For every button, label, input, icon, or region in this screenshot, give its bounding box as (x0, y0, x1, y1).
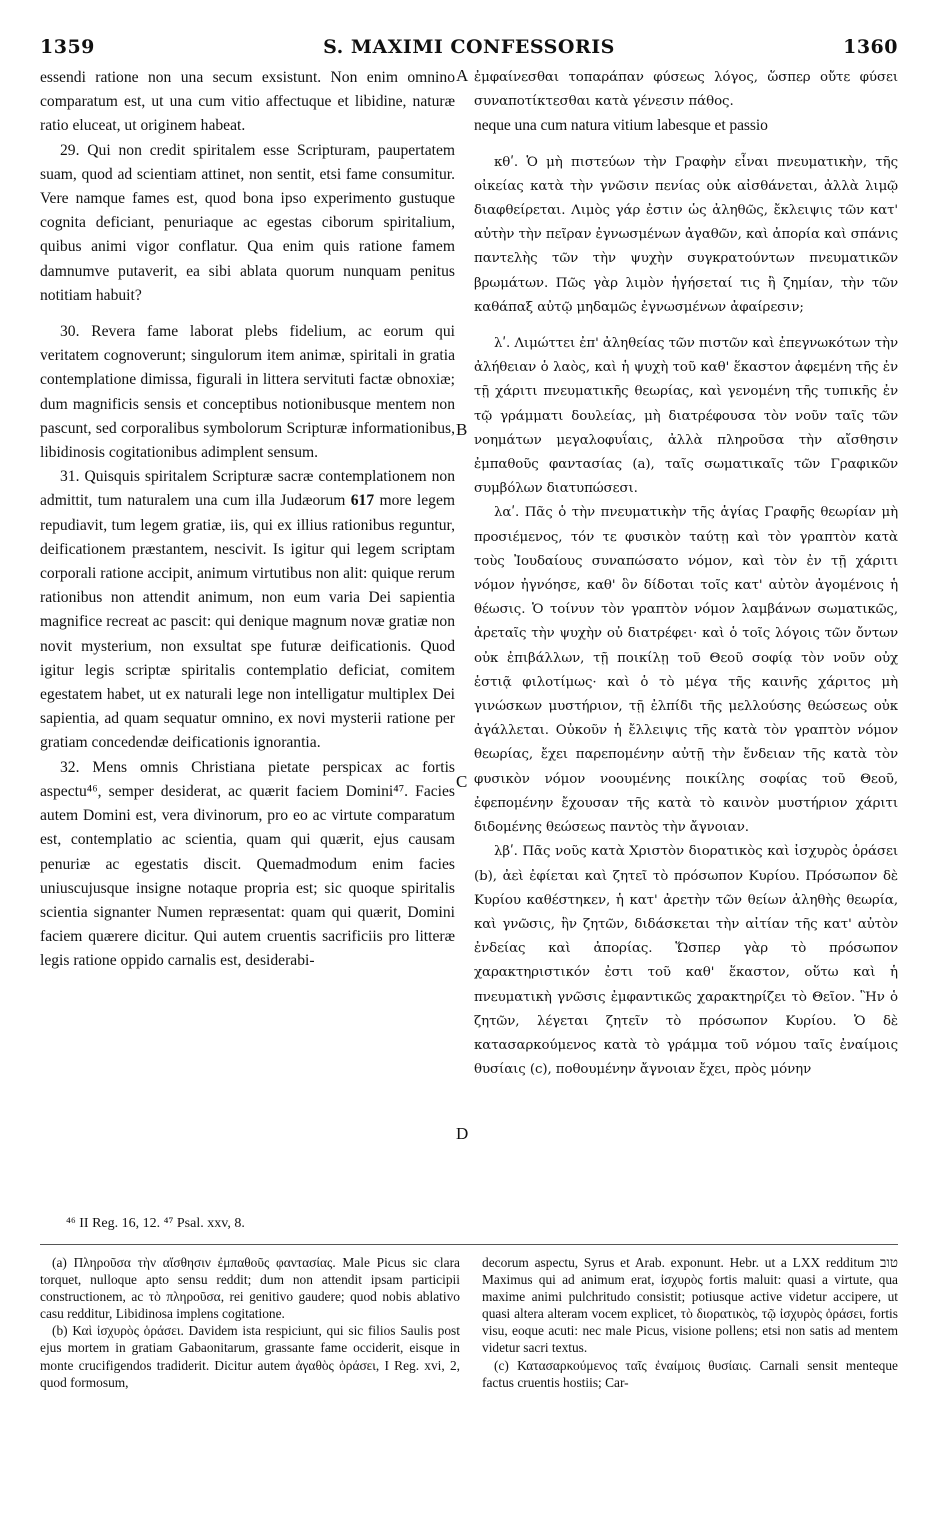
margin-letter-b: B (456, 420, 468, 439)
footnotes-left (40, 1254, 460, 1391)
latin-chapter-31-rest: more legem repudiavit, tum legem gratiæ, iis, qui ex illius rationibus reguntur, deificationem præstantem, nescivit. Is igitur qui legem scriptam corporali ratione accipit, animum virtutibus non alit: quique rerum rationibus non attendit animum, non eum varia Dei sapientia magnifice recreat ac pascit: qui denique magnum novæ gratiæ non novit mysterium, non exsultat spe futuræ deificationis. Quod igitur legis scriptæ spiritalis contemplatio deficiat, comitem egestatem habet, ut ex naturali lege non intelligatur multiplex Dei sapientia, ad quam sequatur omnino, ex novi mysterii ratione per gratiam concedendæ deificationis ignorantia. (40, 492, 455, 752)
footnote-divider (40, 1244, 898, 1245)
latin-chapter-29: 29. Qui non credit spiritalem esse Scripturam, paupertatem suam, quod ad scientiam attinet, non sentit, etsi fame consumitur. Vere namque fames est, quod bona ipso experimento gustuque cognita deficiant, penuriaque ac egestas ciborum spiritalium, quibus animi vigor conflatur. Qua enim quis ratione famem damnumve putaverit, ea sibi ablata quorum nunquam penitus notitiam habuit? (40, 141, 455, 304)
footnotes-right (482, 1254, 898, 1391)
footnote-b: (b) Καὶ ἰσχυρὸς ὁράσει. Davidem ista respiciunt, qui sic filios Saulis post ejus mortem in gratiam Gabaonitarum, grassante fame occiderit, eisque in monte crucifigendos tradiderit. Dicitur autem ἀγαθὸς ὁράσει, I Reg. xvi, 2, quod formosum, (40, 1323, 460, 1390)
footnote-a: (a) Πληροῦσα τὴν αἴσθησιν ἐμπαθοῦς φαντασίας. Male Picus sic clara torquet, nulloque apto sensu reddit; dum non attendit ipsam participii constructionem, ac τὸ πληροῦσα, rei genitivo gaudere; quod nobis ablativo casu redditur, Libidinosa implens cogitatione. (40, 1255, 460, 1322)
margin-letter-a: A (456, 66, 469, 85)
scripture-references: ⁴⁶ II Reg. 16, 12. ⁴⁷ Psal. xxv, 8. (66, 1216, 245, 1231)
greek-chapter-31: λαʹ. Πᾶς ὁ τὴν πνευματικὴν τῆς ἁγίας Γραφῆς θεωρίαν μὴ προσιέμενος, τόν τε φυσικὸν ταύτῃ καὶ τὸν γραπτὸν κατὰ τοὺς Ἰουδαίους συναπώσατο νόμον, καὶ τὸν ἐν τῇ χάριτι νόμον ἠγνόησε, καθ' ὃν δίδοται τοῖς κατ' αὐτὸν ἀγομένοις ἡ θέωσις. Ὁ τοίνυν τὸν γραπτὸν νόμον λαμβάνων σωματικῶς, ἀρεταῖς τὴν ψυχὴν οὐ διατρέφει· καὶ ὁ τοῖς λόγοις τῶν ὄντων οὐκ ἐπιβάλλων, τῇ ποικίλῃ τοῦ Θεοῦ σοφίᾳ τὸν νοῦν οὐχ ἑστιᾷ φιλοτίμως· καὶ ὁ τὸ μέγα τῆς καινῆς χάριτος μὴ γινώσκων μυστήριον, τῇ ἐλπίδι τῆς μελλούσης θεώσεως οὐκ ἀγάλλεται. Οὐκοῦν ἡ ἔλλειψις τῆς κατὰ τὸν γραπτὸν νόμον θεωρίας, ἔχει παρεπομένην αὐτῇ τὴν ἔνδειαν τῆς κατὰ τὸν φυσικὸν νόμον νοουμένης ποικίλης σοφίας τοῦ Θεοῦ, ἐφεπομένην ἔχουσαν τῆς κατὰ τὸ καινὸν μυστήριον χάριτι διδομένης θεώσεως παντὸς τὴν ἄγνοιαν. (474, 505, 898, 836)
footnote-c: (c) Κατασαρκούμενος ταῖς ἐναίμοις θυσίαις. Carnali sensit menteque factus cruentis hostiis; Car- (482, 1357, 898, 1390)
margin-letter-d: D (456, 1124, 469, 1143)
greek-chapter-32: λβʹ. Πᾶς νοῦς κατὰ Χριστὸν διορατικὸς καὶ ἰσχυρὸς ὁράσει (b), ἀεὶ ἐφίεται καὶ ζητεῖ τὸ πρόσωπον Κυρίου. Πρόσωπον δὲ Κυρίου καθέστηκεν, ἡ κατ' ἀρετὴν τῶν θείων ἀληθὴς θεωρία, καὶ γνῶσις, ἣν ζητῶν, διδάσκεται τὴν αἰτίαν τῆς κατ' αὐτὸν ἐνδείας καὶ ἀπορίας. Ὥσπερ γὰρ τὸ πρόσωπον χαρακτηριστικόν ἐστι τοῦ καθ' ἕκαστον, οὕτω καὶ ἡ πνευματικὴ γνῶσις ἐμφαντικῶς χαρακτηρίζει τὸ Θεῖον. Ἣν ὁ ζητῶν, λέγεται ζητεῖν τὸ πρόσωπον Κυρίου. Ὁ δὲ κατασαρκούμενος κατὰ τὸ γράμμα τοῦ νόμου ταῖς ἐναίμοις θυσίαις (c), ποθουμένην ἄγνοιαν ἔχει, πρὸς μόνην (474, 844, 898, 1078)
margin-letter-c: C (456, 772, 468, 791)
latin-paragraph-continuation: essendi ratione non una secum exsistunt. Non enim omnino comparatum est, ut una cum vitio affectuque et libidine, naturæ ratio eluceat, ut originem habeat. (40, 69, 455, 135)
greek-paragraph-continuation: ἐμφαίνεσθαι τοπαράπαν φύσεως λόγος, ὥσπερ οὔτε φύσει συναποτίκτεσθαι κατὰ γένεσιν πάθος. (474, 70, 898, 110)
greek-chapter-30: λʹ. Λιμώττει ἐπ' ἀληθείας τῶν πιστῶν καὶ ἐπεγνωκότων τὴν ἀλήθειαν ὁ λαὸς, καὶ ἡ ψυχὴ τοῦ καθ' ἕκαστον ἀφεμένη τῆς ἐν τῇ χάριτι πνευματικῆς θεωρίας, καὶ γενομένη τῆς τυπικῆς ἐν τῷ γράμματι δουλείας, μὴ διατρέφουσα τὸν νοῦν ταῖς τῶν νοημάτων μεγαλοφυΐαις, ἀλλὰ πληροῦσα τὴν αἴσθησιν ἐμπαθοῦς φαντασίας (a), ταῖς σωματικαῖς τῶν Γραφικῶν συμβόλων διατυπώσεσι. (474, 336, 898, 497)
latin-chapter-31-start: 31. Quisquis spiritalem Scripturæ sacræ contemplationem non admittit, tum naturalem una cum illa Judæorum (40, 468, 455, 510)
running-header (40, 36, 898, 62)
latin-line-in-greek-column: neque una cum natura vitium labesque et passio (474, 117, 768, 135)
latin-chapter-31 (40, 465, 455, 755)
column-number-marker: 617 (350, 492, 375, 510)
latin-chapter-30: 30. Revera fame laborat plebs fidelium, ac eorum qui veritatem cognoverunt; singulorum item animæ, spiritali in gratia contemplatione dimissa, figurali in littera servituti factæ obnoxiæ; dum magnificis sensis et conceptibus notionibusque mentem non pascunt, sed corporalibus symbolorum Scripturæ informationibus, libidinosis cogitationibus adimplent sensum. (40, 323, 455, 462)
footnote-b-continuation: decorum aspectu, Syrus et Arab. exponunt. Hebr. ut a LXX redditum טוב Maximus qui ad animum erat, ἰσχυρὸς fortis maluit: quasi a virtute, qua maxime animi pulchritudo consistit; potiusque active videtur accipere, ut quasi altera alteram vocem explicet, τὸ διορατικὸς, τῷ ἰσχυρὸς ὁράσει, fortis visu, eoque acuti: nec male Picus, visione pollens; etsi non satis ad mentem videtur sacri textus. (482, 1255, 898, 1356)
latin-chapter-32: 32. Mens omnis Christiana pietate perspicax ac fortis aspectu⁴⁶, semper desiderat, ac quærit faciem Domini⁴⁷. Facies autem Domini est, vera divinorum, pro eo ac virtute comparatum est, contemplatio ac scientia, quam qui quærit, ejus causam penuriæ ac egestatis discit. Quemadmodum enim facies uniuscujusque insigne notaque propria est; sic quoque spiritalis scientia signanter Numen repræsentat: quam qui quærit, Domini faciem quærere dicitur. Qui autem cruentis sacrificiis pro litteræ legis ratione oppido carnalis est, desiderabi- (40, 758, 455, 970)
running-title: S. MAXIMI CONFESSORIS (323, 36, 615, 58)
right-page-number: 1360 (843, 36, 898, 58)
greek-column (474, 66, 898, 1082)
greek-chapter-29: κθʹ. Ὁ μὴ πιστεύων τὴν Γραφὴν εἶναι πνευματικὴν, τῆς οἰκείας κατὰ τὴν γνῶσιν πενίας οὐκ αἰσθάνεται, ἀλλὰ λιμῷ διαφθείρεται. Λιμὸς γάρ ἐστιν ὡς ἀληθῶς, ἔκλειψις τῶν κατ' αὐτὴν τὴν πεῖραν ἐγνωσμένων ἀγαθῶν, καὶ ἀπορία καὶ σπάνις παντελὴς τῶν τὴν ψυχὴν συγκρατούντων πνευματικῶν βρωμάτων. Πῶς γὰρ λιμὸν ἡγήσεταί τις ἢ ζημίαν, τὴν τῶν καθάπαξ αὐτῷ μηδαμῶς ἐγνωσμένων ἀφαίρεσιν; (474, 154, 898, 315)
latin-column (40, 66, 455, 974)
left-page-number: 1359 (40, 36, 95, 58)
